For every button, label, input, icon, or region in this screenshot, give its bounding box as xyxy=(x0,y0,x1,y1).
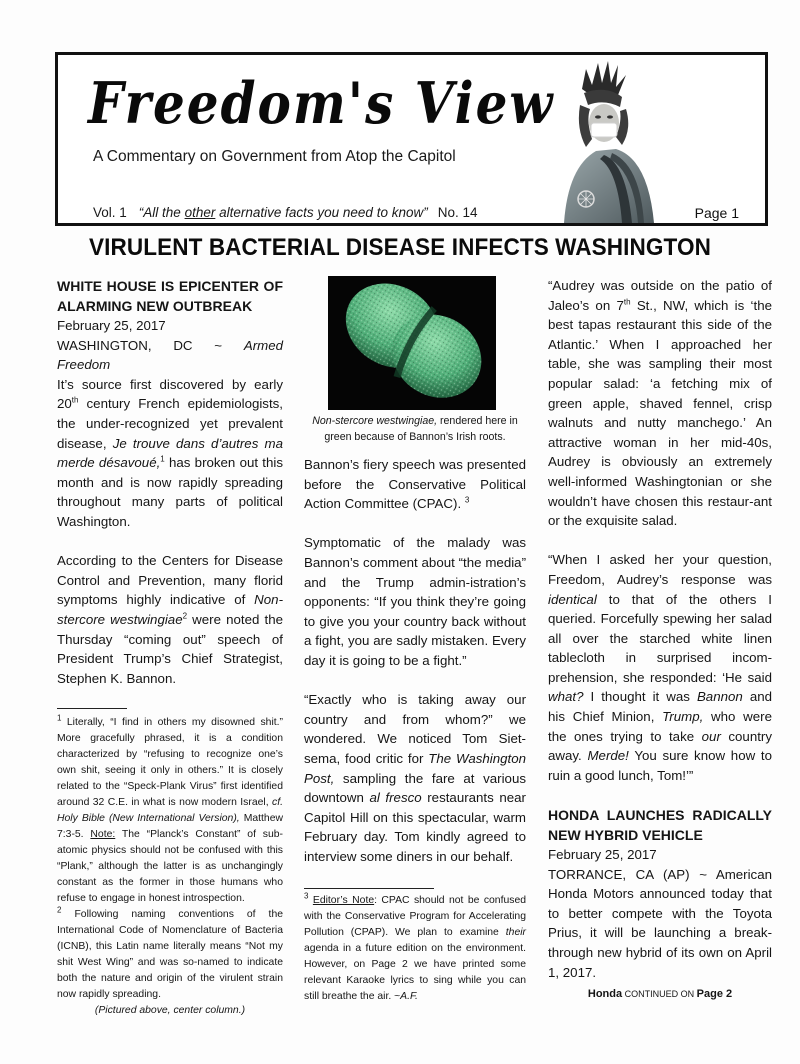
footnote-number: 3 xyxy=(304,892,309,901)
tagline-post: alternative facts you need to know” xyxy=(215,205,428,220)
article-paragraph xyxy=(548,550,772,785)
article-column-2 xyxy=(304,276,526,1005)
article-column-1 xyxy=(57,276,283,1019)
text-run: Bannon xyxy=(696,689,743,705)
image-caption xyxy=(304,414,526,445)
volume-line xyxy=(93,205,478,220)
continued-page: Page 2 xyxy=(696,988,733,1001)
text-run: Bannon’s fiery speech was presented before the Conservative Political Action Committee (CPAC). xyxy=(304,457,526,512)
text-run: “When I asked her your question, Freedom, Audrey’s response was xyxy=(548,552,772,587)
issue-number: No. 14 xyxy=(437,205,478,220)
article-paragraph xyxy=(304,690,526,866)
article-paragraph xyxy=(57,336,283,532)
main-headline: VIRULENT BACTERIAL DISEASE INFECTS WASHINGTON xyxy=(89,234,711,261)
text-run: century French epidemiologists, the under-recognized yet prevalent disease, xyxy=(57,396,283,451)
pictured-note: (Pictured above, center column.) xyxy=(94,1005,246,1017)
bacteria-name: Non-stercore westwingiae xyxy=(57,592,283,627)
volume-number: Vol. 1 xyxy=(93,205,127,220)
caption-italic: Non-stercore westwingiae, xyxy=(312,415,438,427)
text-run: Matthew 7:3-5. xyxy=(57,813,283,841)
continued-word: Honda xyxy=(587,988,623,1001)
footnote-divider xyxy=(57,708,127,709)
article-column-3 xyxy=(548,276,772,1002)
text-run: agenda in a future edition on the environment. However, on Page 2 we have printed some relevant Karaoke lyrics to sing while you can still breathe the air. ~ xyxy=(304,943,526,1003)
newsletter-subtitle: A Commentary on Government from Atop the Capitol xyxy=(93,148,456,165)
green-bacterium-image xyxy=(328,276,496,410)
footnote-1 xyxy=(57,715,283,907)
text-run: “Exactly who is taking away our country and from whom?” we wondered. We noticed Tom Siet-sema, food critic for xyxy=(304,692,526,766)
text-run: Merde! xyxy=(587,748,629,764)
text-run: “Audrey was outside on the patio of Jaleo’s on 7 xyxy=(548,278,772,313)
text-run: our xyxy=(701,728,721,744)
ordinal-superscript: th xyxy=(71,395,79,405)
masthead xyxy=(55,52,768,226)
text-run: al fresco xyxy=(369,790,422,806)
article-paragraph xyxy=(304,455,526,514)
text-run: You sure know how to ruin a good lunch, Tom!’” xyxy=(548,748,772,783)
footnote-ref-1[interactable]: 1 xyxy=(160,454,165,464)
footnote-ref-3[interactable]: 3 xyxy=(464,495,470,505)
footnote-ref-2[interactable]: 2 xyxy=(182,611,188,621)
text-run: who were the ones trying to take xyxy=(548,709,772,744)
disease-name: Je trouve dans d’autres ma merde désavoué, xyxy=(57,435,283,471)
text-run: : CPAC should not be confused with the Conservative Program for Accelerating Pollution (CPAP). We plan to examine xyxy=(304,895,526,939)
article-paragraph xyxy=(57,551,283,688)
text-run: I thought it was xyxy=(583,689,697,705)
text-run: sampling the fare at various downtown xyxy=(304,770,526,806)
continued-on-link[interactable] xyxy=(548,986,772,1002)
note-label: Note: xyxy=(90,829,116,841)
footnote-3 xyxy=(304,893,526,1005)
newsletter-title: Freedom's View xyxy=(88,69,555,137)
dateline: WASHINGTON, DC ~ xyxy=(57,337,244,353)
footnote-number: 2 xyxy=(57,905,62,915)
editors-note-label: Editor’s Note xyxy=(312,895,375,907)
tagline xyxy=(139,205,428,220)
byline: Armed Freedom xyxy=(57,337,283,373)
article-paragraph xyxy=(548,276,772,531)
honda-article-body: TORRANCE, CA (AP) ~ American Honda Motors announced today that to better compete with the Toyota Prius, it will be launching a break-through new hybrid of its own on April 1, 2017. xyxy=(548,866,772,980)
text-run: It’s source first discovered by early 20 xyxy=(57,376,283,412)
text-run: their xyxy=(505,927,526,939)
text-run: Trump, xyxy=(662,709,704,725)
newspaper-name: The Washington Post, xyxy=(304,750,526,786)
text-run: According to the Centers for Disease Control and Prevention, many florid symptoms highly indicative of xyxy=(57,553,283,608)
continued-mid: CONTINUED ON xyxy=(622,989,697,1000)
text-run: cf. xyxy=(272,797,283,809)
text-run: has broken out this month and is now rapidly spreading throughout many parts of political Washington. xyxy=(57,455,283,529)
text-run: The “Planck’s Constant” of sub-atomic physics should not be confused with this “Plank,” although the latter is as unchangingly constant as the former in those humans who refuse to engage in honest introspection. xyxy=(57,829,283,905)
bible-citation: Holy Bible (New International Version), xyxy=(57,813,240,825)
article-heading: WHITE HOUSE IS EPICENTER OF ALARMING NEW OUTBREAK xyxy=(57,278,283,314)
article-date: February 25, 2017 xyxy=(57,318,166,333)
text-run: to that of the others I queried. Forcefully spewing her salad all over the starched white linen tablecloth in surprised incom-prehension, she responded: ‘He said xyxy=(548,591,772,685)
text-run: identical xyxy=(548,591,597,607)
tagline-pre: “All the xyxy=(138,205,185,220)
signature: A.F. xyxy=(400,991,418,1003)
masked-statue-of-freedom-icon xyxy=(556,59,656,223)
text-run: Literally, “I find in others my disowned shit.” More gracefully phrased, it is a condition characterized by “refusing to recognize one’s own shit, seeing it only in others.” It is closely related to the “Speck-Plank Virus” first identified around 32 C.E. in what is now modern Israel, xyxy=(57,717,283,809)
text-run: country away. xyxy=(548,728,772,764)
ordinal-superscript: th xyxy=(623,297,631,307)
text-run: restaurants near Capitol Hill on this spectacular, warm February day. Tom kindly agreed to interview some diners in our behalf. xyxy=(304,790,526,864)
article-paragraph: Symptomatic of the malady was Bannon’s comment about “the media” and the Trump admin-istration’s opponents: “If you think they’re going to give you your country back without a fight, you are sadly mistaken. Every day it is going to be a fight.” xyxy=(304,535,526,668)
text-run: St., NW, which is ‘the best tapas restaurant this side of the Atlantic.’ When I approached her table, she was sampling their most popular salad: ‘a fetching mix of green apple, shaved fennel, crisp walnuts and nutty manchego.’ An attractive woman in her mid-40s, Audrey is obviously an extremely well-informed Washingtonian or she wouldn’t have chosen this restaur-ant or the exquisite salad. xyxy=(548,297,772,529)
page-number: Page 1 xyxy=(694,205,739,221)
text-run: Following naming conventions of the International Code of Nomenclature of Bacteria (ICNB), this Latin name literally means “Not my shit West Wing” and was so-named to indicate both the nature and origin of the virulent strain now rapidly spreading. xyxy=(57,909,283,1001)
text-run: were noted the Thursday “coming out” speech of President Trump’s Chief Strategist, Stephen K. Bannon. xyxy=(57,611,283,686)
tagline-underlined: other xyxy=(184,205,216,220)
honda-article-heading: HONDA LAUNCHES RADICALLY NEW HYBRID VEHICLE xyxy=(548,807,772,844)
text-run: and his Chief Minion, xyxy=(548,689,772,725)
text-run: what? xyxy=(548,689,584,705)
footnote-number: 1 xyxy=(57,713,62,723)
caption-rest: rendered here in green because of Bannon’s Irish roots. xyxy=(324,415,518,443)
honda-article-date: February 25, 2017 xyxy=(548,847,657,863)
footnote-divider xyxy=(304,888,434,889)
footnote-2 xyxy=(57,907,283,1003)
